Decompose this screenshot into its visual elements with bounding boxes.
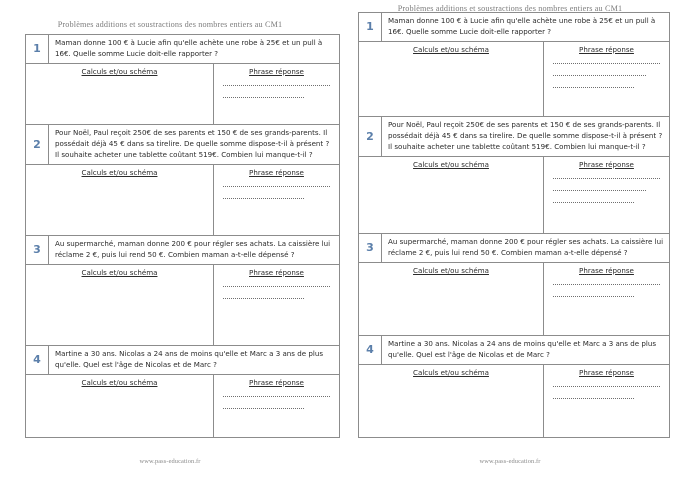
calculations-cell[interactable] [359,157,544,233]
problem-statement: Au supermarché, maman donne 200 € pour régler ses achats. La caissière lui réclame 2 €, puis lui rend 50 €. Combien maman a-t-elle dépensé ? [55,238,331,259]
answer-line [553,284,660,285]
answer-line [553,386,660,387]
answer-line [553,296,634,297]
problem-number: 4 [359,336,382,364]
problems-table-right [358,12,670,438]
problem-statement-row [26,125,340,165]
answer-cell[interactable] [544,42,669,116]
problem-2 [26,125,340,236]
answer-lines [214,186,339,210]
answer-line [553,75,646,76]
problem-2 [359,117,670,234]
problem-4 [359,336,670,438]
problem-1 [359,13,670,117]
problem-statement-row [26,346,340,375]
answer-header: Phrase réponse [579,367,634,377]
problem-statement: Martine a 30 ans. Nicolas a 24 ans de moins qu'elle et Marc a 3 ans de plus qu'elle. Quel est l'âge de Nicolas et de Marc ? [55,348,324,369]
answer-line [223,186,330,187]
calculations-header: Calculs et/ou schéma [413,265,489,275]
problem-statement-row [359,336,670,365]
calculations-cell[interactable] [26,64,214,124]
answer-cell[interactable] [544,157,669,233]
calculations-cell[interactable] [359,263,544,335]
answer-line [223,198,304,199]
page-footer: www.pass-education.fr [139,458,201,465]
answer-lines [214,396,339,420]
answer-cell[interactable] [214,265,339,345]
problem-statement: Martine a 30 ans. Nicolas a 24 ans de moins qu'elle et Marc a 3 ans de plus qu'elle. Quel est l'âge de Nicolas et de Marc ? [388,338,657,359]
calculations-header: Calculs et/ou schéma [413,44,489,54]
problem-statement: Maman donne 100 € à Lucie afin qu'elle achète une robe à 25€ et un pull à 16€. Quelle somme Lucie doit-elle rapporter ? [388,16,656,36]
answer-header: Phrase réponse [249,167,304,177]
answer-lines [544,284,669,308]
answer-line [223,396,330,397]
problem-number: 1 [26,35,49,63]
problem-work-row [26,265,340,346]
calculations-header: Calculs et/ou schéma [413,159,489,169]
problem-work-row [359,365,670,438]
problem-work-row [359,42,670,117]
problem-work-row [26,165,340,236]
problem-statement-row [26,35,340,64]
answer-header: Phrase réponse [249,377,304,387]
calculations-header: Calculs et/ou schéma [81,167,158,177]
calculations-cell[interactable] [359,42,544,116]
calculations-header: Calculs et/ou schéma [413,367,489,377]
calculations-cell[interactable] [26,375,214,437]
answer-line [223,286,330,287]
problem-work-row [26,375,340,438]
answer-line [553,87,634,88]
problem-statement-row [359,13,670,42]
answer-line [553,398,634,399]
problem-work-row [359,157,670,234]
problem-work-row [359,263,670,336]
problem-work-row [26,64,340,125]
answer-header: Phrase réponse [579,44,634,54]
calculations-cell[interactable] [359,365,544,437]
calculations-cell[interactable] [26,265,214,345]
answer-line [553,63,660,64]
page-footer: www.pass-education.fr [479,458,541,465]
answer-header: Phrase réponse [579,159,634,169]
problem-number: 2 [26,125,49,164]
problem-1 [26,35,340,125]
answer-lines [544,386,669,410]
problem-statement-row [26,236,340,265]
problem-statement-row [359,234,670,263]
problem-statement: Pour Noël, Paul reçoit 250€ de ses parents et 150 € de ses grands-parents. Il possédait déjà 45 € dans sa tirelire. De quelle somme dispose-t-il à présent ? Il souhaite acheter une tablette coûtant 519€. Combien lui manque-t-il ? [55,127,330,159]
answer-line [223,97,304,98]
answer-header: Phrase réponse [579,265,634,275]
page-title: Problèmes additions et soustractions des nombres entiers au CM1 [57,20,283,29]
problem-number: 3 [359,234,382,262]
answer-cell[interactable] [544,365,669,437]
answer-cell[interactable] [544,263,669,335]
answer-line [223,298,304,299]
problem-statement: Au supermarché, maman donne 200 € pour régler ses achats. La caissière lui réclame 2 €, puis lui rend 50 €. Combien maman a-t-elle dépensé ? [388,236,664,257]
problem-number: 4 [26,346,49,374]
calculations-header: Calculs et/ou schéma [81,267,158,277]
problem-number: 3 [26,236,49,264]
problem-number: 1 [359,13,382,41]
worksheet-page-right [340,0,680,480]
answer-lines [214,85,339,109]
problems-table-left [25,34,340,438]
answer-header: Phrase réponse [249,66,304,76]
answer-cell[interactable] [214,375,339,437]
answer-cell[interactable] [214,64,339,124]
problem-number: 2 [359,117,382,156]
calculations-cell[interactable] [26,165,214,235]
answer-line [553,202,634,203]
problem-statement: Pour Noël, Paul reçoit 250€ de ses parents et 150 € de ses grands-parents. Il possédait déjà 45 € dans sa tirelire. De quelle somme dispose-t-il à présent ? Il souhaite acheter une tablette coûtant 519€. Combien lui manque-t-il ? [388,119,663,151]
answer-lines [544,178,669,214]
answer-line [553,190,646,191]
page-title: Problèmes additions et soustractions des nombres entiers au CM1 [397,4,623,13]
answer-line [553,178,660,179]
problem-4 [26,346,340,438]
calculations-header: Calculs et/ou schéma [81,66,158,76]
answer-cell[interactable] [214,165,339,235]
answer-line [223,85,330,86]
answer-lines [214,286,339,310]
problem-statement-row [359,117,670,157]
problem-3 [26,236,340,346]
answer-lines [544,63,669,99]
answer-line [223,408,304,409]
calculations-header: Calculs et/ou schéma [81,377,158,387]
answer-header: Phrase réponse [249,267,304,277]
problem-statement: Maman donne 100 € à Lucie afin qu'elle achète une robe à 25€ et un pull à 16€. Quelle somme Lucie doit-elle rapporter ? [55,38,323,58]
problem-3 [359,234,670,336]
